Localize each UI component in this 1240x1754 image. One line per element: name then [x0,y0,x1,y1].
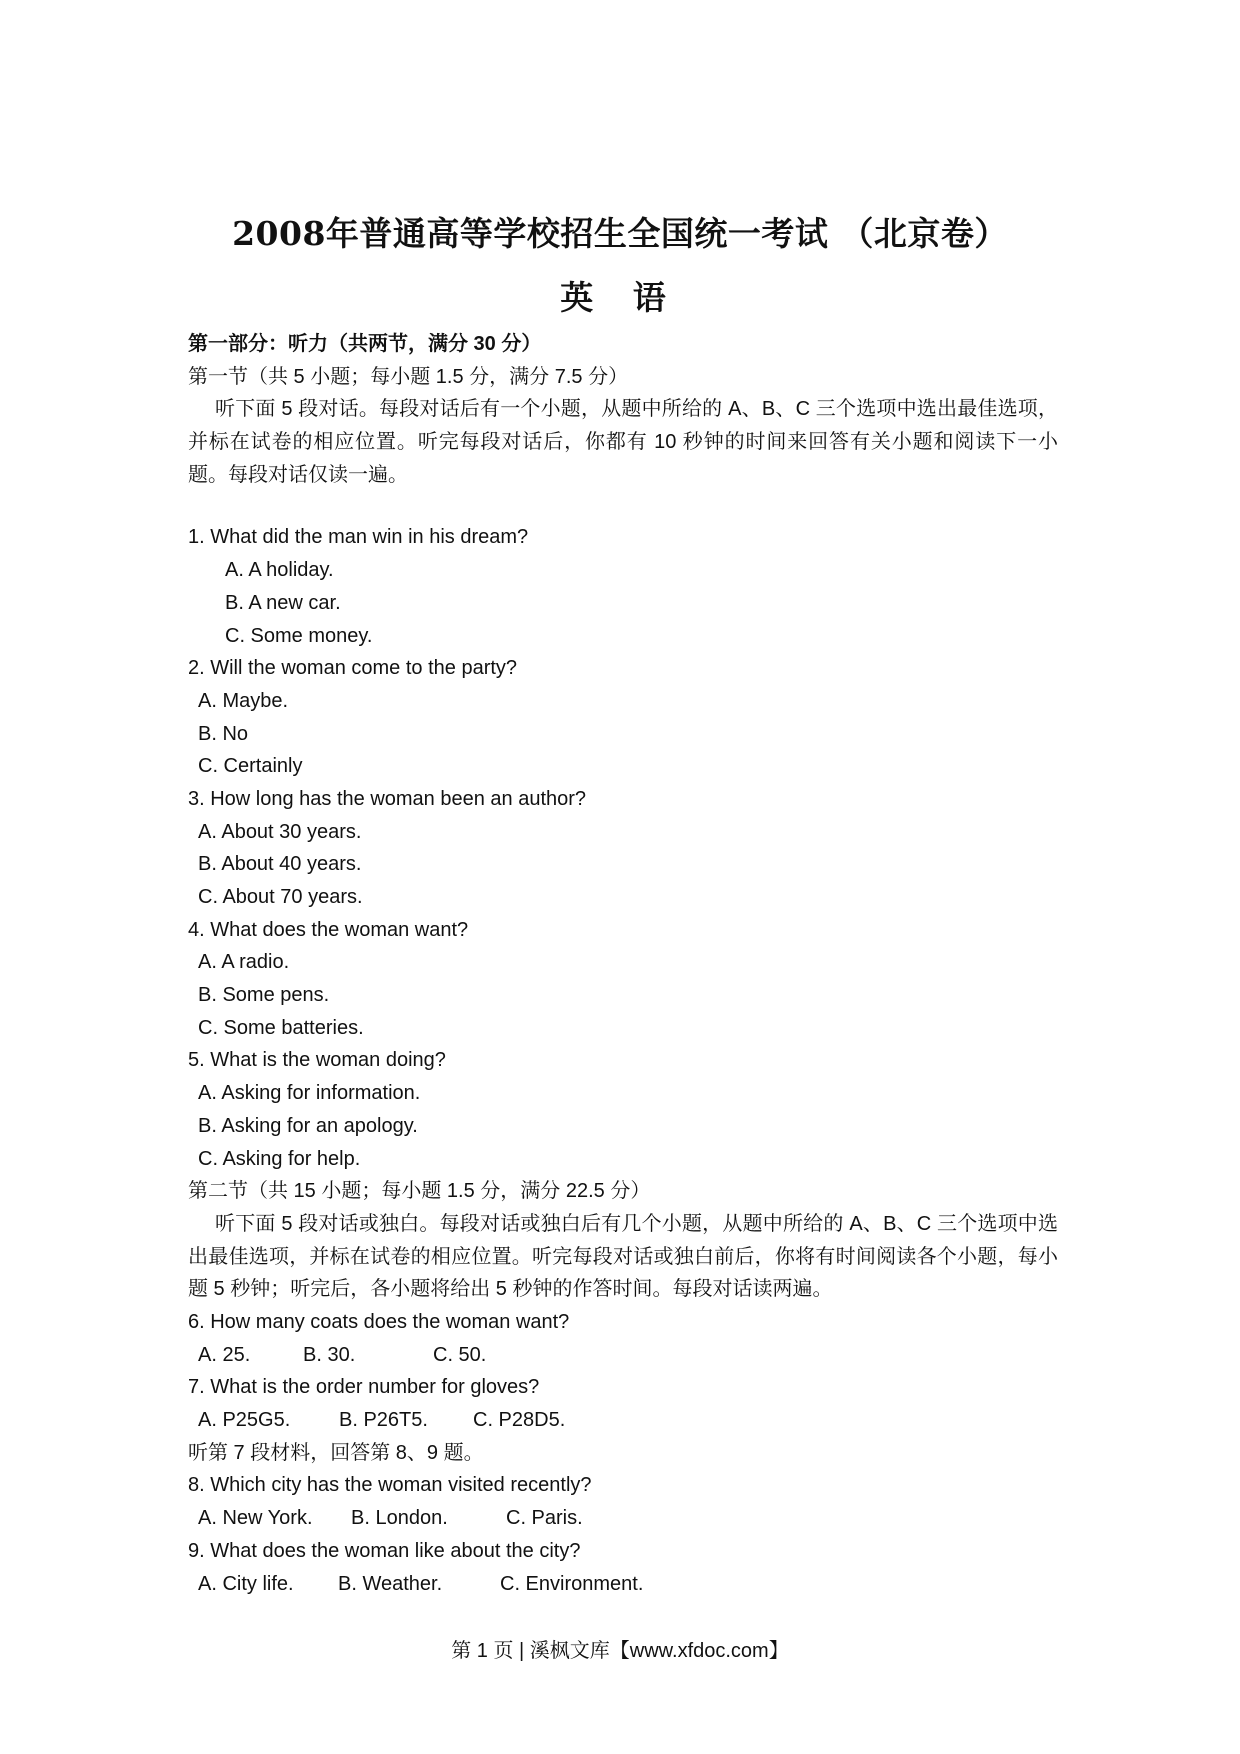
question-2: 2. Will the woman come to the party? [188,657,518,680]
question-7-options [188,1404,1058,1437]
question-1: 1. What did the man win in his dream? [188,526,529,549]
page-content [188,328,1058,1600]
question-4-option-c: C. Some batteries. [198,1016,364,1039]
subject-title: 英 语 [560,278,680,317]
question-8-option-b: B. London. [351,1507,448,1530]
question-1-option-c: C. Some money. [225,624,373,647]
question-3-option-a: A. About 30 years. [198,820,362,843]
section1-heading: 第一节（共 5 小题；每小题 1.5 分，满分 7.5 分） [188,365,629,388]
question-6-options [188,1339,1058,1372]
question-5-option-a: A. Asking for information. [198,1082,421,1105]
question-2-option-c: C. Certainly [198,755,303,778]
material-7-note: 听第 7 段材料，回答第 8、9 题。 [188,1441,484,1464]
question-4-option-a: A. A radio. [198,951,290,974]
question-9-option-b: B. Weather. [338,1572,443,1595]
exam-title: 2008年普通高等学校招生全国统一考试 （北京卷） [232,214,1008,253]
question-3: 3. How long has the woman been an author? [188,787,587,810]
question-9-option-c: C. Environment. [500,1572,644,1595]
part1-heading: 第一部分：听力（共两节，满分 30 分） [188,333,542,355]
question-2-option-b: B. No [198,722,249,745]
question-8-option-a: A. New York. [198,1507,313,1530]
question-5: 5. What is the woman doing? [188,1049,446,1072]
section2-instructions: 听下面 5 段对话或独白。每段对话或独白后有几个小题，从题中所给的 A、B、C 三个选项中选出最佳选项，并标在试卷的相应位置。听完每段对话或独白前后，你将有时间阅读各个小题，每小题 5 秒钟；听完后，各小题将给出 5 秒钟的作答时间。每段对话读两遍。 [188,1212,1058,1301]
question-4: 4. What does the woman want? [188,918,469,941]
question-9: 9. What does the woman like about the city? [188,1539,581,1562]
question-3-option-c: C. About 70 years. [198,886,363,909]
question-8-option-c: C. Paris. [506,1507,583,1530]
question-2-option-a: A. Maybe. [198,689,289,712]
question-9-option-a: A. City life. [198,1572,294,1595]
question-7-option-b: B. P26T5. [339,1409,428,1432]
question-9-options [188,1568,1058,1601]
question-6: 6. How many coats does the woman want? [188,1311,570,1334]
question-6-option-a: A. 25. [198,1343,251,1366]
question-8: 8. Which city has the woman visited recently? [188,1474,592,1497]
section1-instructions: 听下面 5 段对话。每段对话后有一个小题，从题中所给的 A、B、C 三个选项中选出最佳选项，并标在试卷的相应位置。听完每段对话后，你都有 10 秒钟的时间来回答有关小题和阅读下一小题。每段对话仅读一遍。 [188,398,1058,486]
question-1-option-a: A. A holiday. [225,559,334,582]
question-3-option-b: B. About 40 years. [198,853,362,876]
question-7-option-c: C. P28D5. [473,1409,566,1432]
question-7-option-a: A. P25G5. [198,1409,291,1432]
question-7: 7. What is the order number for gloves? [188,1376,540,1399]
question-5-option-b: B. Asking for an apology. [198,1114,418,1137]
question-4-option-b: B. Some pens. [198,984,330,1007]
question-6-option-c: C. 50. [433,1343,487,1366]
question-5-option-c: C. Asking for help. [198,1147,361,1170]
spacer [188,491,1058,521]
page-footer: 第 1 页 | 溪枫文库【www.xfdoc.com】 [451,1640,789,1662]
question-1-option-b: B. A new car. [225,591,341,614]
question-8-options [188,1502,1058,1535]
question-6-option-b: B. 30. [303,1343,356,1366]
section2-heading: 第二节（共 15 小题；每小题 1.5 分，满分 22.5 分） [188,1180,651,1203]
